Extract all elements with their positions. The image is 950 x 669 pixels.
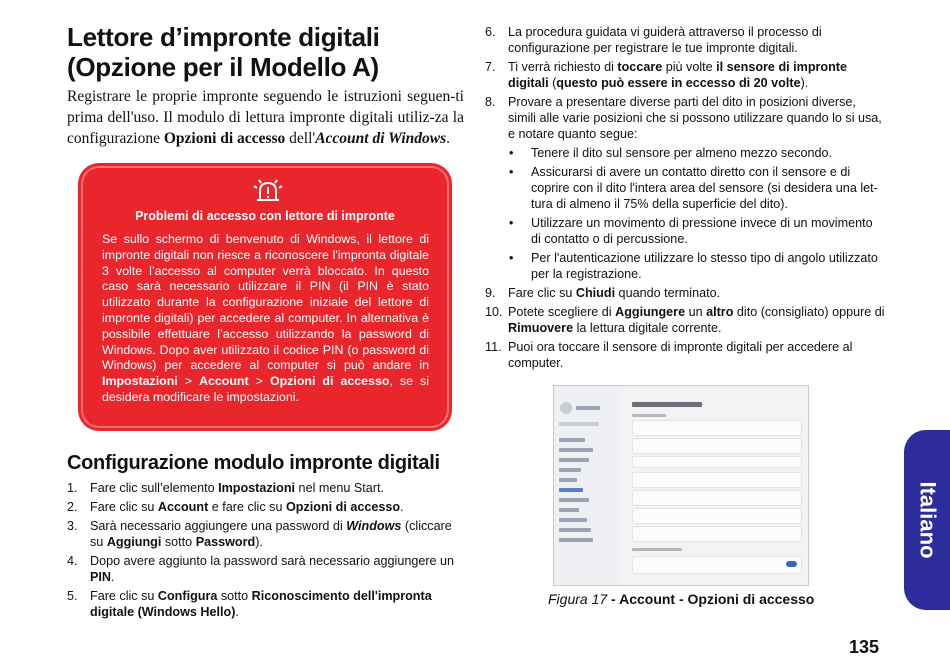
step-bold: Opzioni di accesso <box>285 500 401 514</box>
step-text: Provare a presentare diverse parti del dito in posizioni diverse, simili alle varie posizioni che si possono utilizzare quando lo si usa, e notare quanto segue: <box>508 95 882 141</box>
step-text: sotto <box>217 589 252 603</box>
step-text: La procedura guidata vi guiderà attraverso il processo di configurazione per registrare le tue impronte digitali. <box>508 25 822 55</box>
screenshot-line <box>559 488 583 492</box>
step-text: e fare clic su <box>208 500 286 514</box>
step-number: 11. <box>485 340 502 354</box>
screenshot-row <box>632 490 802 506</box>
step-text: Fare clic su <box>90 589 158 603</box>
warning-separator: > <box>248 374 270 389</box>
bullet-item: • Assicurarsi di avere un contatto diretto con il sensore e di coprire con il dito l'intera area del sensore (si desidera una let-tura di almeno il 75% della superficie del dito). <box>508 164 885 212</box>
step-text: nel menu Start. <box>295 481 384 495</box>
list-item <box>67 499 464 515</box>
screenshot-row <box>632 472 802 488</box>
step-text: dito (consigliato) oppure di <box>733 305 885 319</box>
step-number: 9. <box>485 286 496 300</box>
step-text: (cliccare su <box>90 519 452 549</box>
step-text: la lettura digitale corrente. <box>573 321 722 335</box>
step-bold: Chiudi <box>575 286 616 300</box>
step-text: quando terminato. <box>615 286 721 300</box>
step-number: 8. <box>485 95 496 109</box>
bullet-item: • Per l'autenticazione utilizzare lo stesso tipo di angolo utilizzato per la registrazione. <box>508 250 885 282</box>
screenshot-sidebar <box>554 386 622 585</box>
screenshot-line <box>559 422 599 426</box>
list-item <box>67 588 464 620</box>
warning-bold-signin-options: Opzioni di accesso <box>269 374 390 389</box>
step-text: ). <box>800 76 809 90</box>
screenshot-row <box>632 420 802 436</box>
screenshot-line <box>559 448 593 452</box>
step-bold: questo può essere in eccesso di 20 volte <box>556 76 801 90</box>
screenshot-row <box>632 508 802 524</box>
bullet-list <box>508 145 885 282</box>
list-item <box>67 518 464 550</box>
step-text: Potete scegliere di <box>508 305 616 319</box>
step-bold-italic: Windows <box>346 519 402 533</box>
step-text: ). <box>255 535 263 549</box>
warning-title: Problemi di accesso con lettore di impronte <box>135 209 395 223</box>
step-bold: Impostazioni <box>218 481 296 495</box>
step-text: Sarà necessario aggiungere una password di <box>90 519 347 533</box>
step-number: 10. <box>485 305 503 319</box>
warning-bold-settings: Impostazioni <box>102 374 178 389</box>
left-column <box>67 22 464 149</box>
screenshot-line <box>559 478 577 482</box>
screenshot-line <box>559 508 579 512</box>
bullet-item: • Tenere il dito sul sensore per almeno mezzo secondo. <box>508 145 885 161</box>
step-bold: altro <box>706 305 734 319</box>
step-text: Dopo avere aggiunto la password sarà necessario aggiungere un <box>90 554 455 568</box>
intro-paragraph <box>67 86 464 149</box>
alert-bell-icon <box>251 178 285 204</box>
step-text: . <box>111 570 115 584</box>
warning-box <box>81 166 449 428</box>
screenshot-line <box>559 498 589 502</box>
step-number: 1. <box>67 481 78 495</box>
step-text: Ti verrà richiesto di <box>508 60 618 74</box>
screenshot-line <box>632 548 682 551</box>
list-item <box>485 339 885 371</box>
step-number: 7. <box>485 60 496 74</box>
screenshot-row <box>632 438 802 454</box>
warning-text: , se si desidera modificare le impostazioni. <box>102 374 429 404</box>
step-text: . <box>235 605 239 619</box>
step-number: 4. <box>67 554 78 568</box>
screenshot-line <box>559 458 589 462</box>
list-item <box>485 59 885 91</box>
bullet-item: • Utilizzare un movimento di pressione invece di un movimento di contatto o di percussione. <box>508 215 885 247</box>
step-bold: Aggiungere <box>615 305 686 319</box>
step-bold: il sensore di impronte digitali <box>508 60 848 90</box>
step-text: Fare clic su <box>90 500 158 514</box>
step-text: Puoi ora toccare il sensore di impronte digitali per accedere al computer. <box>508 340 853 370</box>
step-text: Fare clic sull’elemento <box>90 481 219 495</box>
step-text: più volte <box>662 60 717 74</box>
page-title: Lettore d’impronte digitali (Opzione per il Modello A) <box>67 22 380 82</box>
step-text: ( <box>548 76 557 90</box>
caption-separator: - <box>607 591 620 607</box>
screenshot-line <box>632 414 666 417</box>
screenshot-row <box>632 456 802 468</box>
warning-bold-account: Account <box>199 374 249 389</box>
list-item <box>67 553 464 585</box>
screenshot-line <box>559 518 587 522</box>
language-tab-label-wrap <box>904 430 950 610</box>
avatar <box>560 402 572 414</box>
screenshot-line <box>559 538 593 542</box>
intro-text: dell' <box>285 130 316 147</box>
list-item <box>485 94 885 282</box>
right-column <box>485 24 885 374</box>
settings-screenshot <box>553 385 809 586</box>
step-text: Fare clic su <box>508 286 576 300</box>
step-bold: Rimuovere <box>508 321 574 335</box>
figure-caption <box>548 591 814 607</box>
left-steps <box>67 480 464 623</box>
page-number: 135 <box>849 637 880 657</box>
screenshot-row <box>632 526 802 542</box>
step-number: 6. <box>485 25 496 39</box>
config-heading: Configurazione modulo impronte digitali <box>67 452 440 474</box>
step-number: 2. <box>67 500 78 514</box>
toggle-switch <box>786 561 797 567</box>
step-bold: Configura <box>157 589 218 603</box>
screenshot-line <box>559 528 591 532</box>
screenshot-line <box>632 402 702 407</box>
list-item <box>485 285 885 301</box>
list-item <box>485 304 885 336</box>
step-text: . <box>400 500 404 514</box>
intro-bold-account: Account di Windows <box>315 130 447 147</box>
warning-body <box>102 232 429 406</box>
step-bold: Riconoscimento dell'impronta digitale (Windows Hello) <box>90 589 432 619</box>
warning-separator: > <box>177 374 200 389</box>
caption-title: Account - Opzioni di accesso <box>619 591 815 607</box>
list-item <box>485 24 885 56</box>
step-text: un <box>685 305 707 319</box>
step-number: 3. <box>67 519 78 533</box>
step-bold: Password <box>195 535 256 549</box>
warning-text: Se sullo schermo di benvenuto di Windows, il lettore di impronte digitali non riesce a riconoscere l'impronta digitale 3 volte l’accesso al computer verrà bloccato. In questo caso sarà necessario utilizzare il PIN (il PIN è stato utilizzato durante la configurazione iniziale del lettore di impronte digitali) per accedere al computer. In alternativa è possibile effettuare l’accesso utilizzando la password di Windows. Dopo aver utilizzato il codice PIN (o password di Windows) per accedere al computer si può andare in <box>102 232 429 373</box>
intro-text: . <box>446 130 450 147</box>
screenshot-line <box>559 438 585 442</box>
screenshot-line <box>576 406 600 410</box>
intro-bold-options: Opzioni di accesso <box>163 130 286 147</box>
step-text: sotto <box>161 535 196 549</box>
step-bold: PIN <box>90 570 111 584</box>
step-bold: toccare <box>617 60 663 74</box>
list-item <box>67 480 464 496</box>
intro-text: Registrare le proprie impronte seguendo le istruzioni seguen-ti prima dell'uso. Il modulo di lettura impronte digitali utiliz-za la configurazione <box>67 88 464 147</box>
screenshot-row <box>632 556 802 574</box>
step-number: 5. <box>67 589 78 603</box>
language-tab-label: Italiano <box>915 481 941 559</box>
step-bold: Aggiungi <box>106 535 162 549</box>
caption-label: Figura 17 <box>548 591 608 607</box>
screenshot-line <box>559 468 581 472</box>
step-bold: Account <box>157 500 209 514</box>
